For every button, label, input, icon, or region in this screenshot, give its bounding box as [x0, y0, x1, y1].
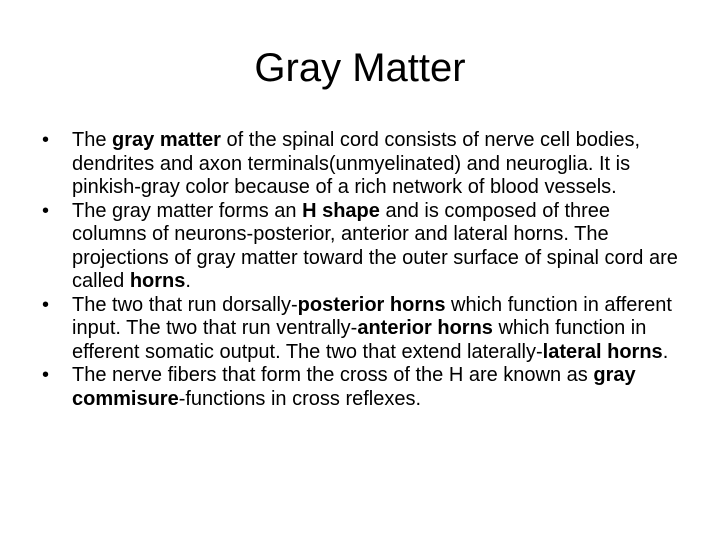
bullet-text: The	[72, 129, 113, 151]
bullet-text: The gray matter forms an	[72, 199, 303, 222]
bullet-text: which function in afferent input. The two that run ventrally-	[72, 293, 672, 339]
bullet-text: and is composed of three columns of neurons-posterior, anterior and lateral horns. The projections of gray matter toward the outer surface of spinal cord are called	[72, 199, 678, 292]
bullet-item	[42, 294, 687, 365]
bullet-bold-text: anterior horns	[357, 317, 493, 339]
bullet-text: of the spinal cord consists of nerve cell bodies, dendrites and axon terminals(unmyelinated) and neuroglia. It is pinkish-gray color because of a rich network of blood vessels.	[72, 129, 641, 198]
bullet-dot-icon: •	[42, 199, 50, 222]
bullet-bold-text: gray commisure	[72, 364, 636, 410]
bullet-text: The nerve fibers that form the cross of the H are known as	[72, 364, 594, 386]
bullet-text: .	[662, 340, 669, 363]
bullet-item	[42, 129, 687, 200]
bullet-item	[42, 200, 687, 294]
bullet-bold-text: posterior horns	[297, 293, 446, 316]
bullet-text: which function in efferent somatic output. The two that extend laterally-	[72, 317, 647, 363]
bullet-dot-icon: •	[42, 364, 50, 386]
bullet-item	[42, 364, 687, 411]
bullet-dot-icon: •	[42, 129, 50, 151]
bullet-dot-icon: •	[42, 293, 50, 316]
bullet-bold-text: lateral horns	[542, 340, 663, 363]
bullet-list	[42, 129, 687, 411]
bullet-text: The two that run dorsally-	[72, 293, 298, 316]
bullet-bold-text: horns	[129, 270, 186, 292]
bullet-bold-text: gray matter	[112, 129, 221, 151]
bullet-text: .	[185, 270, 191, 292]
slide-title: Gray Matter	[254, 46, 466, 90]
bullet-text: -functions in cross reflexes.	[178, 387, 422, 410]
bullet-bold-text: H shape	[302, 199, 380, 222]
